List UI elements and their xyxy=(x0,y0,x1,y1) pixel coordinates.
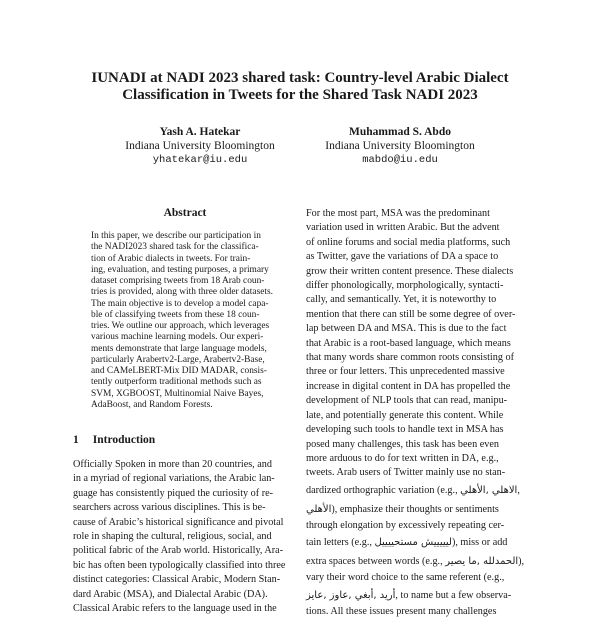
text-line: Officially Spoken in more than 20 countries, and xyxy=(73,459,272,470)
text-line: that Arabic is a root-based language, which means xyxy=(306,337,511,349)
text-span: , xyxy=(517,484,520,496)
text-line: political fabric of the Arab world. Historically, Ara- xyxy=(73,545,284,557)
text-span: extra spaces between words (e.g., xyxy=(306,556,446,568)
author-affiliation: Indiana University Bloomington xyxy=(325,140,475,152)
text-line: particularly Arabertv2-Large, Arabertv2-Base, xyxy=(91,354,265,365)
text-line: dataset comprising tweets from 18 Arab coun- xyxy=(91,276,265,286)
text-span: tions. All these issues present many challenges xyxy=(306,605,497,617)
text-line: tently outperform traditional methods such as xyxy=(91,377,262,388)
text-line: lap between DA and MSA. This is due to the fact xyxy=(306,323,507,335)
text-span: dardized orthographic variation (e.g., xyxy=(306,484,461,496)
text-line: the NADI2023 shared task for the classifica- xyxy=(91,242,259,253)
text-line: Classical Arabic refers to the language used in the xyxy=(73,603,277,615)
author-email[interactable]: mabdo@iu.edu xyxy=(362,154,438,166)
text-line: posed many challenges, this task has been even xyxy=(306,438,499,450)
text-line xyxy=(306,605,534,619)
text-line: distinct categories: Classical Arabic, Modern Stan- xyxy=(73,574,281,586)
author-email[interactable]: yhatekar@iu.edu xyxy=(152,154,248,166)
text-line: in a myriad of regional variations, the Arabic lan- xyxy=(73,473,275,485)
abstract-body xyxy=(91,231,279,411)
text-line: For the most part, MSA was the predominant xyxy=(306,208,490,219)
text-span: ), xyxy=(518,556,525,568)
text-line: as Twitter, gave the variations of DA a space to xyxy=(306,251,499,263)
title-line-2: Classification in Tweets for the Shared Task NADI 2023 xyxy=(122,87,478,103)
text-line: ble of classifying tweets from these 18 coun- xyxy=(91,309,260,320)
text-line: that many words share common roots consisting of xyxy=(306,352,514,364)
text-line: cause of Arabic’s historical significance and pivotal xyxy=(73,516,284,528)
arabic-example: أريد ,أبغي ,عاوز ,عايز xyxy=(306,589,396,601)
paper-title xyxy=(60,70,540,104)
text-line xyxy=(306,552,534,571)
text-line: cally, and semantically. Yet, it is noteworthy to xyxy=(306,294,497,306)
section-number: 1 xyxy=(73,434,79,446)
text-line: variation used in written Arabic. But the advent xyxy=(306,222,500,234)
text-line xyxy=(306,519,534,533)
text-line xyxy=(306,500,534,519)
abstract-heading: Abstract xyxy=(163,207,207,219)
text-line: late, and potentially generate this content. While xyxy=(306,409,504,421)
arabic-example: ليييييش مستحييييل xyxy=(374,537,452,549)
text-line: ing, evaluation, and testing purposes, a primary xyxy=(91,264,269,275)
text-line: and CAMeLBERT-Mix DID MADAR, consis- xyxy=(91,366,267,376)
author-name: Yash A. Hatekar xyxy=(159,126,241,138)
introduction-body xyxy=(73,458,298,616)
text-line xyxy=(306,533,534,552)
text-line: increase in digital content in DA has propelled the xyxy=(306,380,511,392)
title-line-1: IUNADI at NADI 2023 shared task: Country-level Arabic Dialect xyxy=(91,70,509,86)
text-line: bic has often been typologically classified into three xyxy=(73,559,286,571)
arabic-example: الاهلي ,الأهلي xyxy=(460,484,518,496)
text-line: dard Arabic (MSA), and Dialectal Arabic (DA). xyxy=(73,588,268,600)
text-line: more arduous to do for text written in DA, e.g., xyxy=(306,452,499,464)
text-line: role in shaping the cultural, religious, social, and xyxy=(73,531,272,543)
text-span: tain letters (e.g., xyxy=(306,537,375,549)
text-span: , to name but a few observa- xyxy=(395,589,512,601)
text-line: three or four letters. This unprecedented massive xyxy=(306,366,505,378)
text-line: grow their written content presence. These dialects xyxy=(306,265,514,277)
text-line: developing such tools to handle text in MSA has xyxy=(306,424,504,436)
text-line: The main objective is to develop a model capa- xyxy=(91,298,269,309)
text-line: of online forums and social media platforms, such xyxy=(306,236,511,248)
text-line: searchers across various disciplines. This is be- xyxy=(73,502,266,514)
section-title: Introduction xyxy=(92,434,156,446)
author-name: Muhammad S. Abdo xyxy=(349,126,451,138)
text-line: tweets. Arab users of Twitter mainly use no stan- xyxy=(306,467,506,479)
text-line: tion of Arabic dialects in tweets. For train- xyxy=(91,253,251,264)
text-span: vary their word choice to the same referent (e.g., xyxy=(306,572,505,584)
section-heading-introduction xyxy=(73,434,155,446)
author-block-1 xyxy=(100,125,300,167)
right-column-body xyxy=(306,207,534,619)
text-line: guage has consistently piqued the curiosity of re- xyxy=(73,487,274,499)
author-block-2 xyxy=(300,125,500,167)
text-line xyxy=(306,481,534,500)
text-line: development of NLP tools that can read, manipu- xyxy=(306,395,508,407)
text-line: tries is provided, along with three older datasets. xyxy=(91,287,273,298)
text-line: AdaBoost, and Random Forests. xyxy=(91,399,213,410)
text-line xyxy=(306,586,534,605)
text-line xyxy=(306,571,534,585)
text-line: In this paper, we describe our participation in xyxy=(91,231,261,241)
text-line: various machine learning models. Our experi- xyxy=(91,332,264,343)
text-span: ), miss or add xyxy=(451,537,508,549)
text-span: through elongation by excessively repeating cer- xyxy=(306,519,505,531)
text-line: mention that there can still be some degree of over- xyxy=(306,308,516,320)
text-span: ), emphasize their thoughts or sentiments xyxy=(331,503,499,515)
arabic-example: الأهلي xyxy=(306,503,332,515)
text-line: tries. We outline our approach, which leverages xyxy=(91,321,270,331)
arabic-example: الحمدلله ,ما يصير xyxy=(445,556,519,568)
author-affiliation: Indiana University Bloomington xyxy=(125,140,275,152)
text-line: SVM, XGBOOST, Multinomial Naive Bayes, xyxy=(91,388,264,399)
text-line: ments demonstrate that large language models, xyxy=(91,343,267,354)
text-line: differ phonologically, morphologically, syntacti- xyxy=(306,280,504,292)
